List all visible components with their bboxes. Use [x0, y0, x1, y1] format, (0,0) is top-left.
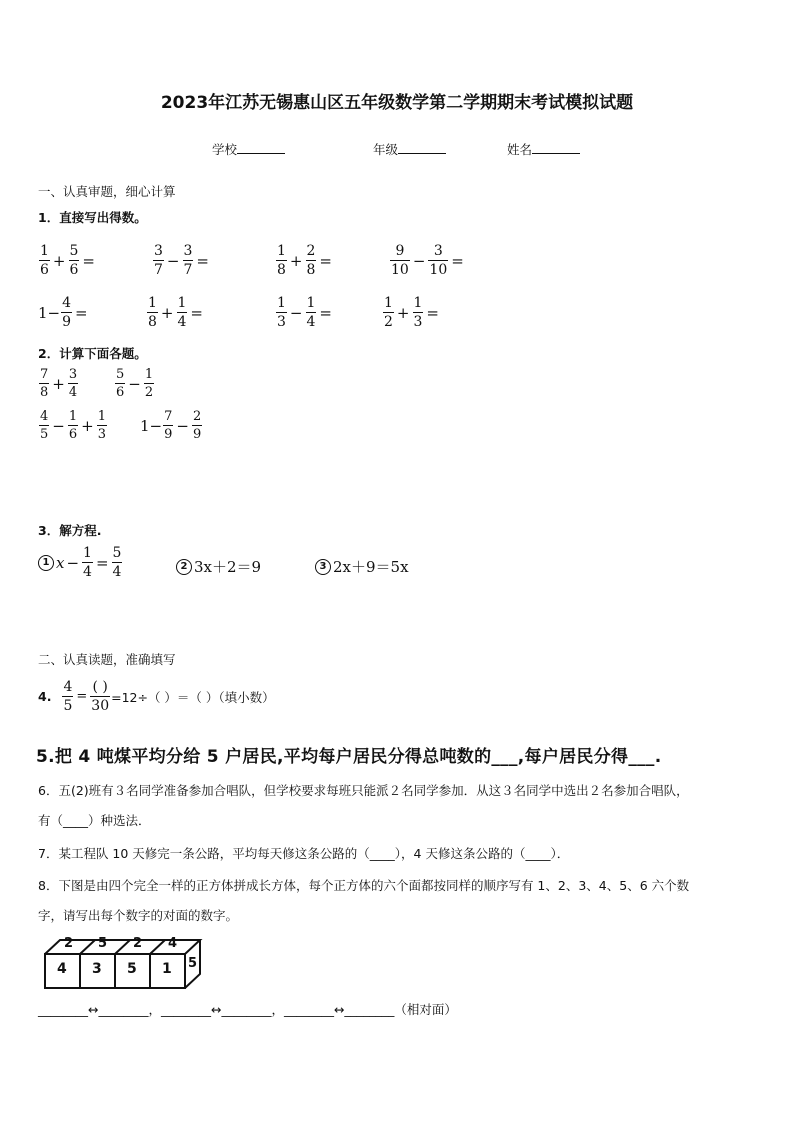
name-field: 姓名: [507, 140, 580, 158]
cube-3-front-face: 5: [127, 961, 137, 977]
question-1-label: 1．直接写出得数。: [38, 210, 147, 225]
question-6-line-1: 6．五(2)班有３名同学准备参加合唱队，但学校要求每班只能派２名同学参加．从这３名同学中选出２名参加合唱队，: [38, 783, 689, 798]
q1-expr-8: $\frac{1}{2}$ + $\frac{1}{3}$ =: [384, 295, 439, 330]
q1-expr-1: $\frac{1}{6}$ + $\frac{5}{6}$ =: [40, 243, 95, 278]
cube-2-front-face: 3: [92, 961, 102, 977]
question-8-answer-pairs: ________↔________，________↔________，________↔________（相对面）: [38, 1002, 457, 1017]
page-title: 2023年江苏无锡惠山区五年级数学第二学期期末考试模拟试题: [160, 93, 634, 113]
question-8-line-2: 字，请写出每个数字的对面的数字。: [38, 908, 239, 923]
q2-expr-2: $\frac{5}{6}$ − $\frac{1}{2}$: [116, 367, 154, 400]
q1-expr-4: $\frac{9}{10}$ − $\frac{3}{10}$ =: [391, 243, 464, 278]
question-6-line-2: 有（____）种选法．: [38, 813, 151, 828]
question-8-line-1: 8．下图是由四个完全一样的正方体拼成长方体，每个正方体的六个面都按同样的顺序写有 1、2、3、4、5、6 六个数: [38, 878, 690, 893]
q1-expr-2: $\frac{3}{7}$ − $\frac{3}{7}$ =: [154, 243, 209, 278]
q3-equation-2: 2 3x＋2＝9: [176, 556, 261, 577]
cube-3-top-face: 2: [133, 936, 143, 951]
q1-expr-6: $\frac{1}{8}$ + $\frac{1}{4}$ =: [148, 295, 203, 330]
cube-4-top-face: 4: [168, 936, 178, 951]
question-4: 4. $\frac{4}{5}$ = $\frac{( )}{30}$ =12÷（ ）＝（ ）（填小数）: [38, 679, 275, 714]
q2-expr-1: $\frac{7}{8}$ + $\frac{3}{4}$: [40, 367, 78, 400]
circled-number-3: 3: [315, 559, 331, 575]
q1-expr-3: $\frac{1}{8}$ + $\frac{2}{8}$ =: [277, 243, 332, 278]
question-5: 5.把 4 吨煤平均分给 5 户居民,平均每户居民分得总吨数的___,每户居民分得___.: [36, 747, 662, 767]
question-3-label: 3．解方程.: [38, 523, 102, 538]
q3-equation-1: 1 x − $\frac{1}{4}$ = $\frac{5}{4}$: [38, 546, 123, 579]
question-7: 7．某工程队 10 天修完一条公路，平均每天修这条公路的（____），4 天修这条公路的（____）．: [38, 846, 570, 861]
section-2-heading: 二、认真读题，准确填写: [38, 652, 176, 667]
q2-expr-4: 1− $\frac{7}{9}$ − $\frac{2}{9}$: [140, 409, 202, 442]
q1-expr-7: $\frac{1}{3}$ − $\frac{1}{4}$ =: [277, 295, 332, 330]
cube-4-side-face: 5: [188, 956, 198, 971]
q1-expr-5: 1− $\frac{4}{9}$ =: [38, 295, 88, 330]
question-2-label: 2．计算下面各题。: [38, 346, 147, 361]
cube-diagram: [40, 936, 205, 992]
cube-1-top-face: 2: [64, 936, 74, 951]
circled-number-1: 1: [38, 555, 54, 571]
school-field: 学校: [212, 140, 285, 158]
cube-1-front-face: 4: [57, 961, 67, 977]
q3-equation-3: 3 2x＋9＝5x: [315, 556, 409, 577]
q2-expr-3: $\frac{4}{5}$ − $\frac{1}{6}$ + $\frac{1}{3}$: [40, 409, 106, 442]
cube-4-front-face: 1: [162, 961, 172, 977]
circled-number-2: 2: [176, 559, 192, 575]
grade-field: 年级: [373, 140, 446, 158]
section-1-heading: 一、认真审题，细心计算: [38, 184, 176, 199]
cube-2-top-face: 5: [98, 936, 108, 951]
